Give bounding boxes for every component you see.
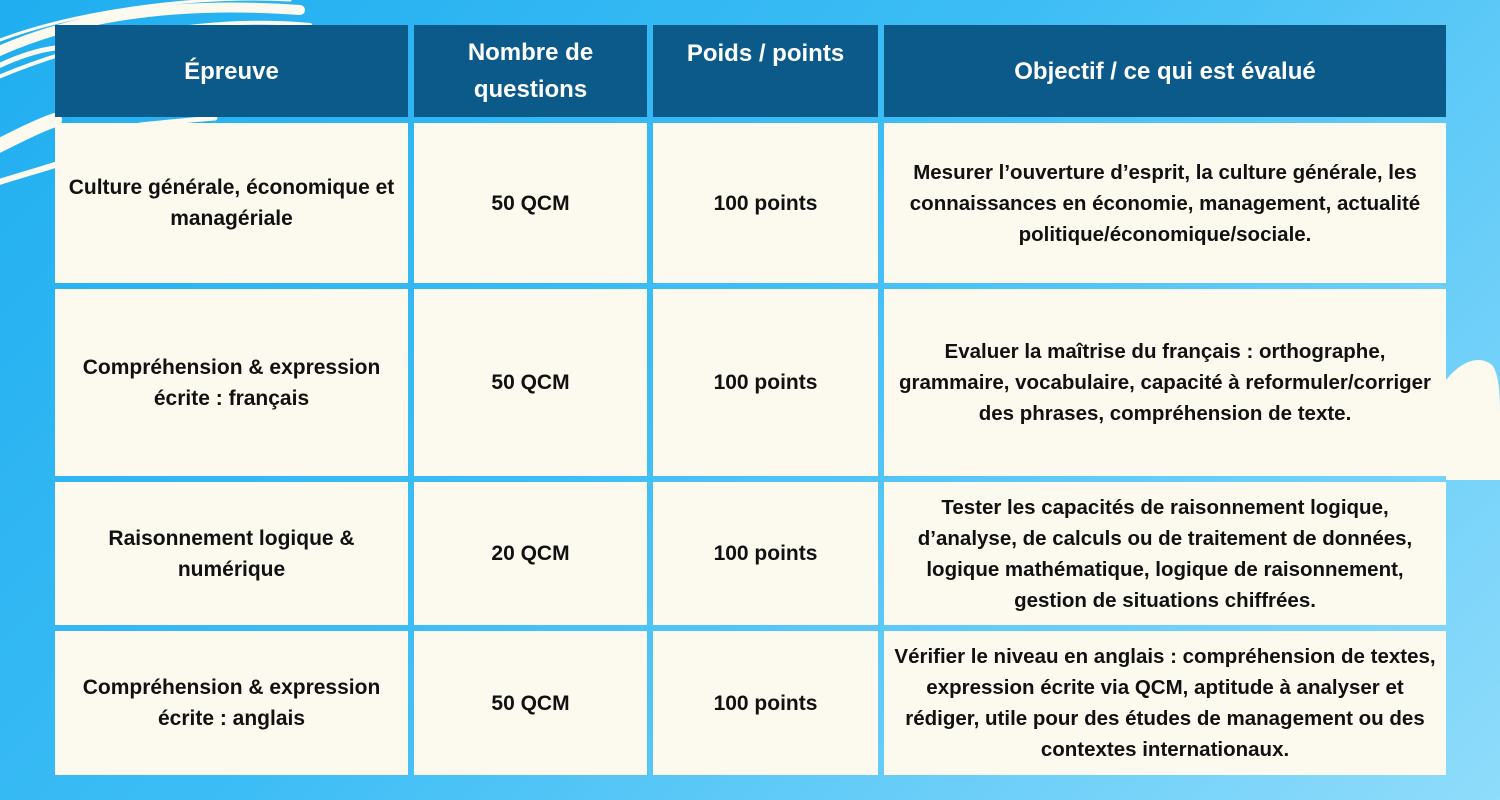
row-2-objectif: Evaluer la maîtrise du français : orthographe, grammaire, vocabulaire, capacité à reformuler/corriger des phrases, compréhension de texte. <box>884 289 1446 476</box>
row-4-points: 100 points <box>653 631 878 775</box>
row-3-epreuve: Raisonnement logique & numérique <box>55 482 408 625</box>
header-epreuve: Épreuve <box>55 25 408 117</box>
row-4-objectif: Vérifier le niveau en anglais : compréhension de textes, expression écrite via QCM, aptitude à analyser et rédiger, utile pour des études de management ou des contextes internationaux. <box>884 631 1446 775</box>
row-1-epreuve: Culture générale, économique et managériale <box>55 123 408 283</box>
row-1-objectif: Mesurer l’ouverture d’esprit, la culture générale, les connaissances en économie, management, actualité politique/économique/sociale. <box>884 123 1446 283</box>
row-4-epreuve: Compréhension & expression écrite : anglais <box>55 631 408 775</box>
header-poids-points: Poids / points <box>653 25 878 117</box>
exam-table <box>55 25 1446 775</box>
header-nombre-questions: Nombre de questions <box>414 25 647 117</box>
row-4-questions: 50 QCM <box>414 631 647 775</box>
row-3-points: 100 points <box>653 482 878 625</box>
row-1-questions: 50 QCM <box>414 123 647 283</box>
header-objectif: Objectif / ce qui est évalué <box>884 25 1446 117</box>
row-2-points: 100 points <box>653 289 878 476</box>
row-2-epreuve: Compréhension & expression écrite : français <box>55 289 408 476</box>
row-3-questions: 20 QCM <box>414 482 647 625</box>
row-2-questions: 50 QCM <box>414 289 647 476</box>
row-3-objectif: Tester les capacités de raisonnement logique, d’analyse, de calculs ou de traitement de données, logique mathématique, logique de raisonnement, gestion de situations chiffrées. <box>884 482 1446 625</box>
row-1-points: 100 points <box>653 123 878 283</box>
